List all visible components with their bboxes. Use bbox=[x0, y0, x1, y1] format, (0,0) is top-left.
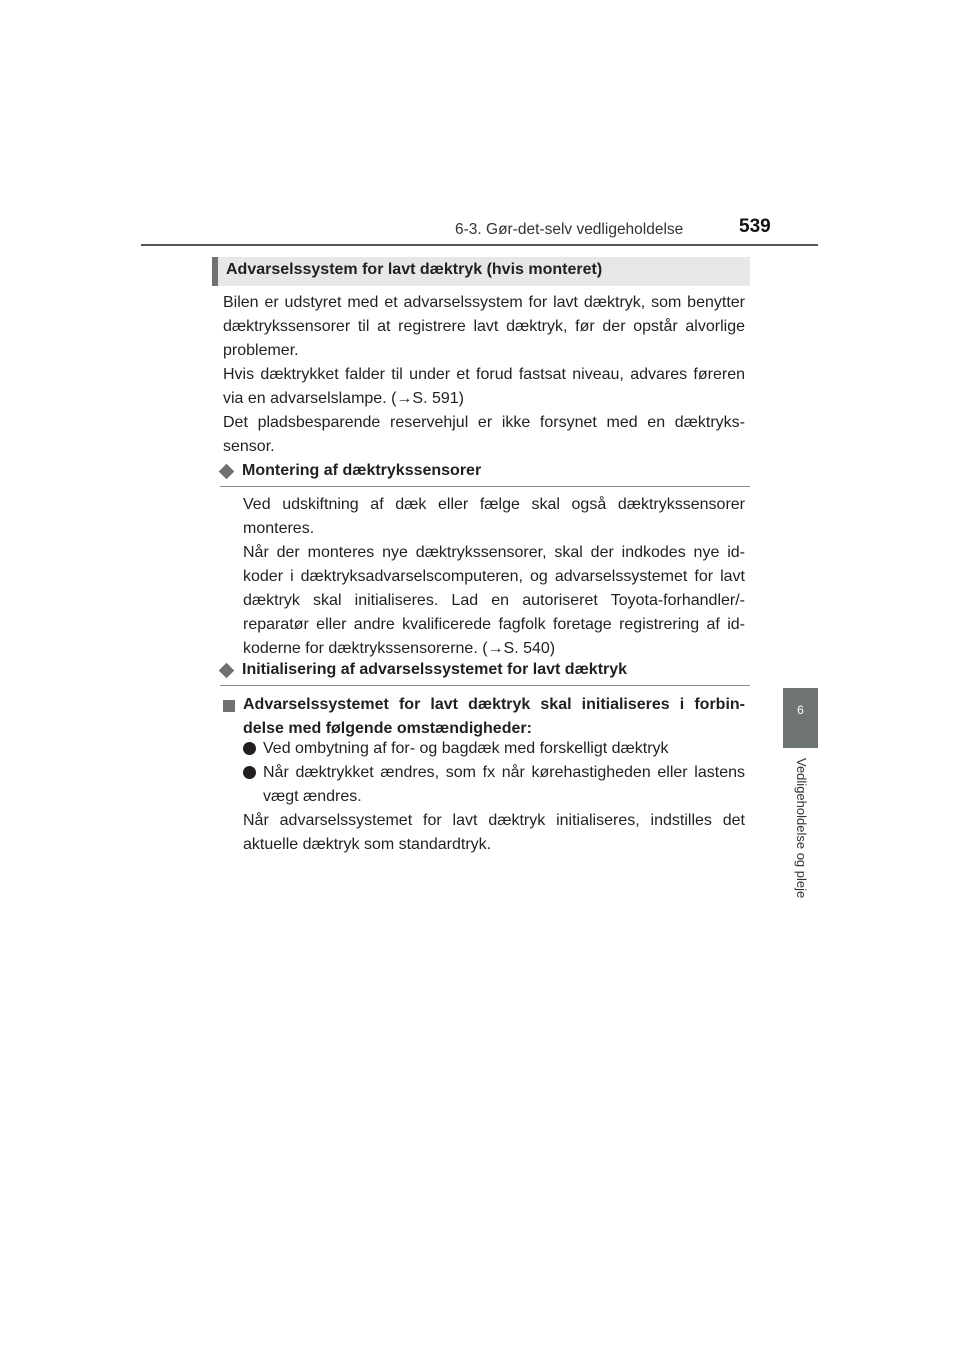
subsection-rule bbox=[220, 685, 750, 686]
diamond-icon bbox=[219, 464, 235, 480]
subsection-1-paragraph-1: Ved udskiftning af dæk eller fælge skal også dæktrykssensorer monteres. bbox=[243, 496, 745, 537]
section-title-accent bbox=[212, 257, 218, 286]
diamond-icon bbox=[219, 663, 235, 679]
square-icon bbox=[223, 700, 235, 712]
bullet-dot-icon bbox=[243, 742, 256, 755]
chapter-tab bbox=[783, 688, 818, 748]
bullet-item-1: Ved ombytning af for- og bagdæk med forskelligt dæktryk bbox=[263, 740, 669, 757]
subsection-heading-label: Initialisering af advarselssystemet for lavt dæktryk bbox=[242, 661, 628, 678]
chapter-title-vertical: Vedligeholdelse og pleje bbox=[794, 758, 809, 899]
section-title-bar bbox=[212, 257, 750, 286]
subsection-heading-label: Montering af dæktrykssensorer bbox=[242, 462, 482, 479]
page-number: 539 bbox=[739, 216, 771, 237]
section-title: Advarselssystem for lavt dæktryk (hvis monteret) bbox=[226, 261, 603, 278]
subsection-1-paragraph-2: Når der monteres nye dæktrykssensorer, skal der indkodes nye id-koder i dæktryksadvarselscomputeren, og advarselssystemet for lavt dæktryk skal initialiseres. Lad en autoriseret Toyota-forhandler/-reparatør eller andre kvalificerede fagfolk foretage registrering af id-koderne for dæktrykssensorerne. (→S. 540) bbox=[243, 544, 745, 657]
closing-paragraph: Når advarselssystemet for lavt dæktryk initialiseres, indstilles det aktuelle dæktryk som standardtryk. bbox=[243, 812, 745, 853]
running-header-section: 6-3. Gør-det-selv vedligeholdelse bbox=[455, 221, 684, 238]
bullet-item-2: Når dæktrykket ændres, som fx når kørehastigheden eller lastens vægt ændres. bbox=[263, 764, 745, 805]
bullet-dot-icon bbox=[243, 766, 256, 779]
subsection-heading-2 bbox=[220, 658, 750, 684]
chapter-number: 6 bbox=[797, 703, 804, 717]
intro-paragraph-2: Hvis dæktrykket falder til under et forud fastsat niveau, advares føreren via en advarselslampe. (→S. 591) bbox=[223, 366, 745, 407]
subsection-heading-1 bbox=[220, 459, 750, 485]
note-heading: Advarselssystemet for lavt dæktryk skal initialiseres i forbin-delse med følgende omstændigheder: bbox=[243, 696, 745, 737]
intro-paragraph-1: Bilen er udstyret med et advarselssystem for lavt dæktryk, som benytter dæktrykssensorer til at registrere lavt dæktryk, før der opstår alvorlige problemer. bbox=[223, 294, 745, 359]
subsection-rule bbox=[220, 486, 750, 487]
header-divider bbox=[141, 244, 818, 246]
intro-paragraph-3: Det pladsbesparende reservehjul er ikke forsynet med en dæktryks-sensor. bbox=[223, 414, 745, 455]
